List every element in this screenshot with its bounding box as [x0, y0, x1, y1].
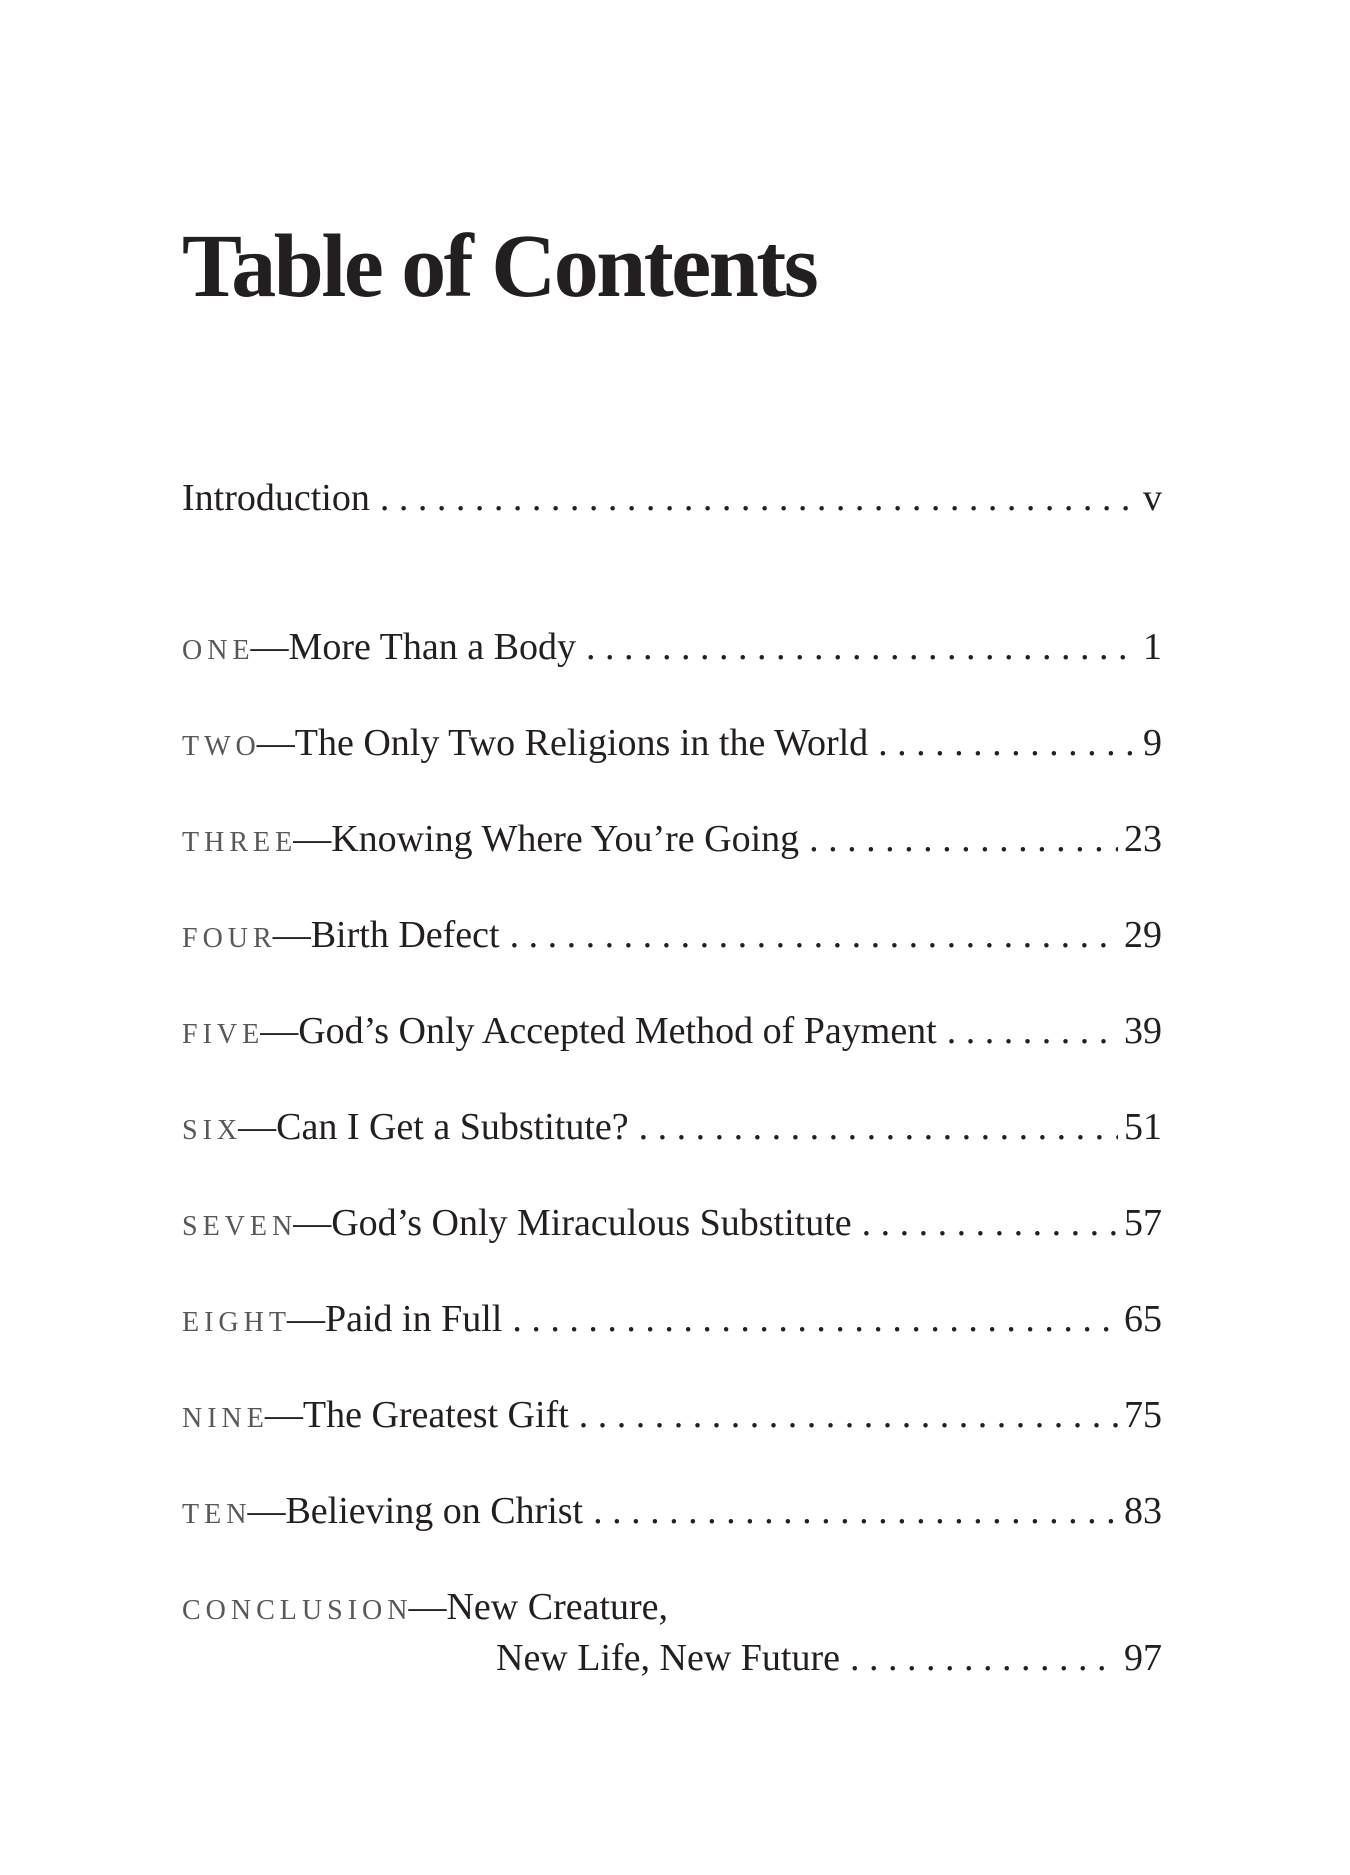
dot-leader — [639, 1102, 1118, 1152]
page-number: 97 — [1124, 1637, 1162, 1679]
em-dash: — — [293, 818, 332, 860]
entry-title: Paid in Full — [324, 1298, 503, 1340]
toc-entry-chapter — [182, 1486, 1162, 1536]
entry-title: More Than a Body — [288, 626, 576, 668]
toc-entry-chapter — [182, 718, 1162, 768]
page-number: 65 — [1124, 1298, 1162, 1340]
dot-leader — [850, 1633, 1118, 1683]
toc-entry-chapter — [182, 1102, 1162, 1152]
dot-leader — [586, 622, 1137, 672]
em-dash: — — [256, 722, 295, 764]
entry-title: The Only Two Religions in the World — [294, 722, 869, 764]
toc-entry-chapter — [182, 910, 1162, 960]
chapter-label: EIGHT — [182, 1307, 291, 1338]
entry-title: God’s Only Miraculous Substitute — [331, 1202, 852, 1244]
toc-entry-conclusion — [182, 1582, 1162, 1632]
em-dash: — — [286, 1298, 325, 1340]
chapter-label: THREE — [182, 827, 298, 858]
page-number: 51 — [1124, 1106, 1162, 1148]
toc-page — [182, 0, 1162, 1875]
page-number: 1 — [1143, 626, 1162, 668]
entry-title-line1: New Creature, — [446, 1586, 669, 1628]
chapter-label: ONE — [182, 635, 255, 666]
entry-title: God’s Only Accepted Method of Payment — [298, 1010, 937, 1052]
dot-leader — [512, 1294, 1118, 1344]
chapter-label: CONCLUSION — [182, 1595, 413, 1626]
entry-title: Birth Defect — [310, 914, 500, 956]
page-number: 29 — [1124, 914, 1162, 956]
toc-entry-chapter — [182, 622, 1162, 672]
em-dash: — — [238, 1106, 277, 1148]
page-number: v — [1143, 477, 1162, 519]
dot-leader — [593, 1486, 1118, 1536]
entry-title-line2: New Life, New Future — [496, 1637, 841, 1679]
entry-title: Introduction — [182, 477, 370, 519]
dot-leader — [878, 718, 1137, 768]
chapter-label: FOUR — [182, 923, 277, 954]
entry-title: Believing on Christ — [285, 1490, 584, 1532]
chapter-label: NINE — [182, 1403, 269, 1434]
toc-entry-conclusion-line2 — [496, 1633, 1162, 1683]
em-dash: — — [247, 1490, 286, 1532]
chapter-label: TEN — [182, 1499, 252, 1530]
toc-entry-chapter — [182, 1390, 1162, 1440]
em-dash: — — [408, 1586, 447, 1628]
em-dash: — — [272, 914, 311, 956]
dot-leader — [947, 1006, 1118, 1056]
entry-title: The Greatest Gift — [302, 1394, 569, 1436]
chapter-label: FIVE — [182, 1019, 265, 1050]
dot-leader — [380, 473, 1137, 523]
chapter-label: SIX — [182, 1115, 243, 1146]
page-number: 9 — [1143, 722, 1162, 764]
page-title: Table of Contents — [182, 217, 817, 316]
entry-title: Can I Get a Substitute? — [276, 1106, 629, 1148]
toc-entry-chapter — [182, 814, 1162, 864]
chapter-label: TWO — [182, 731, 261, 762]
page-number: 75 — [1124, 1394, 1162, 1436]
dot-leader — [579, 1390, 1118, 1440]
dot-leader — [862, 1198, 1118, 1248]
toc-entry-chapter — [182, 1006, 1162, 1056]
page-number: 39 — [1124, 1010, 1162, 1052]
em-dash: — — [293, 1202, 332, 1244]
em-dash: — — [264, 1394, 303, 1436]
em-dash: — — [250, 626, 289, 668]
dot-leader — [809, 814, 1118, 864]
page-number: 23 — [1124, 818, 1162, 860]
entry-title: Knowing Where You’re Going — [331, 818, 800, 860]
toc-entry-chapter — [182, 1294, 1162, 1344]
toc-entry-introduction — [182, 473, 1162, 523]
em-dash: — — [260, 1010, 299, 1052]
page-number: 57 — [1124, 1202, 1162, 1244]
dot-leader — [510, 910, 1118, 960]
page-number: 83 — [1124, 1490, 1162, 1532]
chapter-label: SEVEN — [182, 1211, 298, 1242]
toc-entry-chapter — [182, 1198, 1162, 1248]
